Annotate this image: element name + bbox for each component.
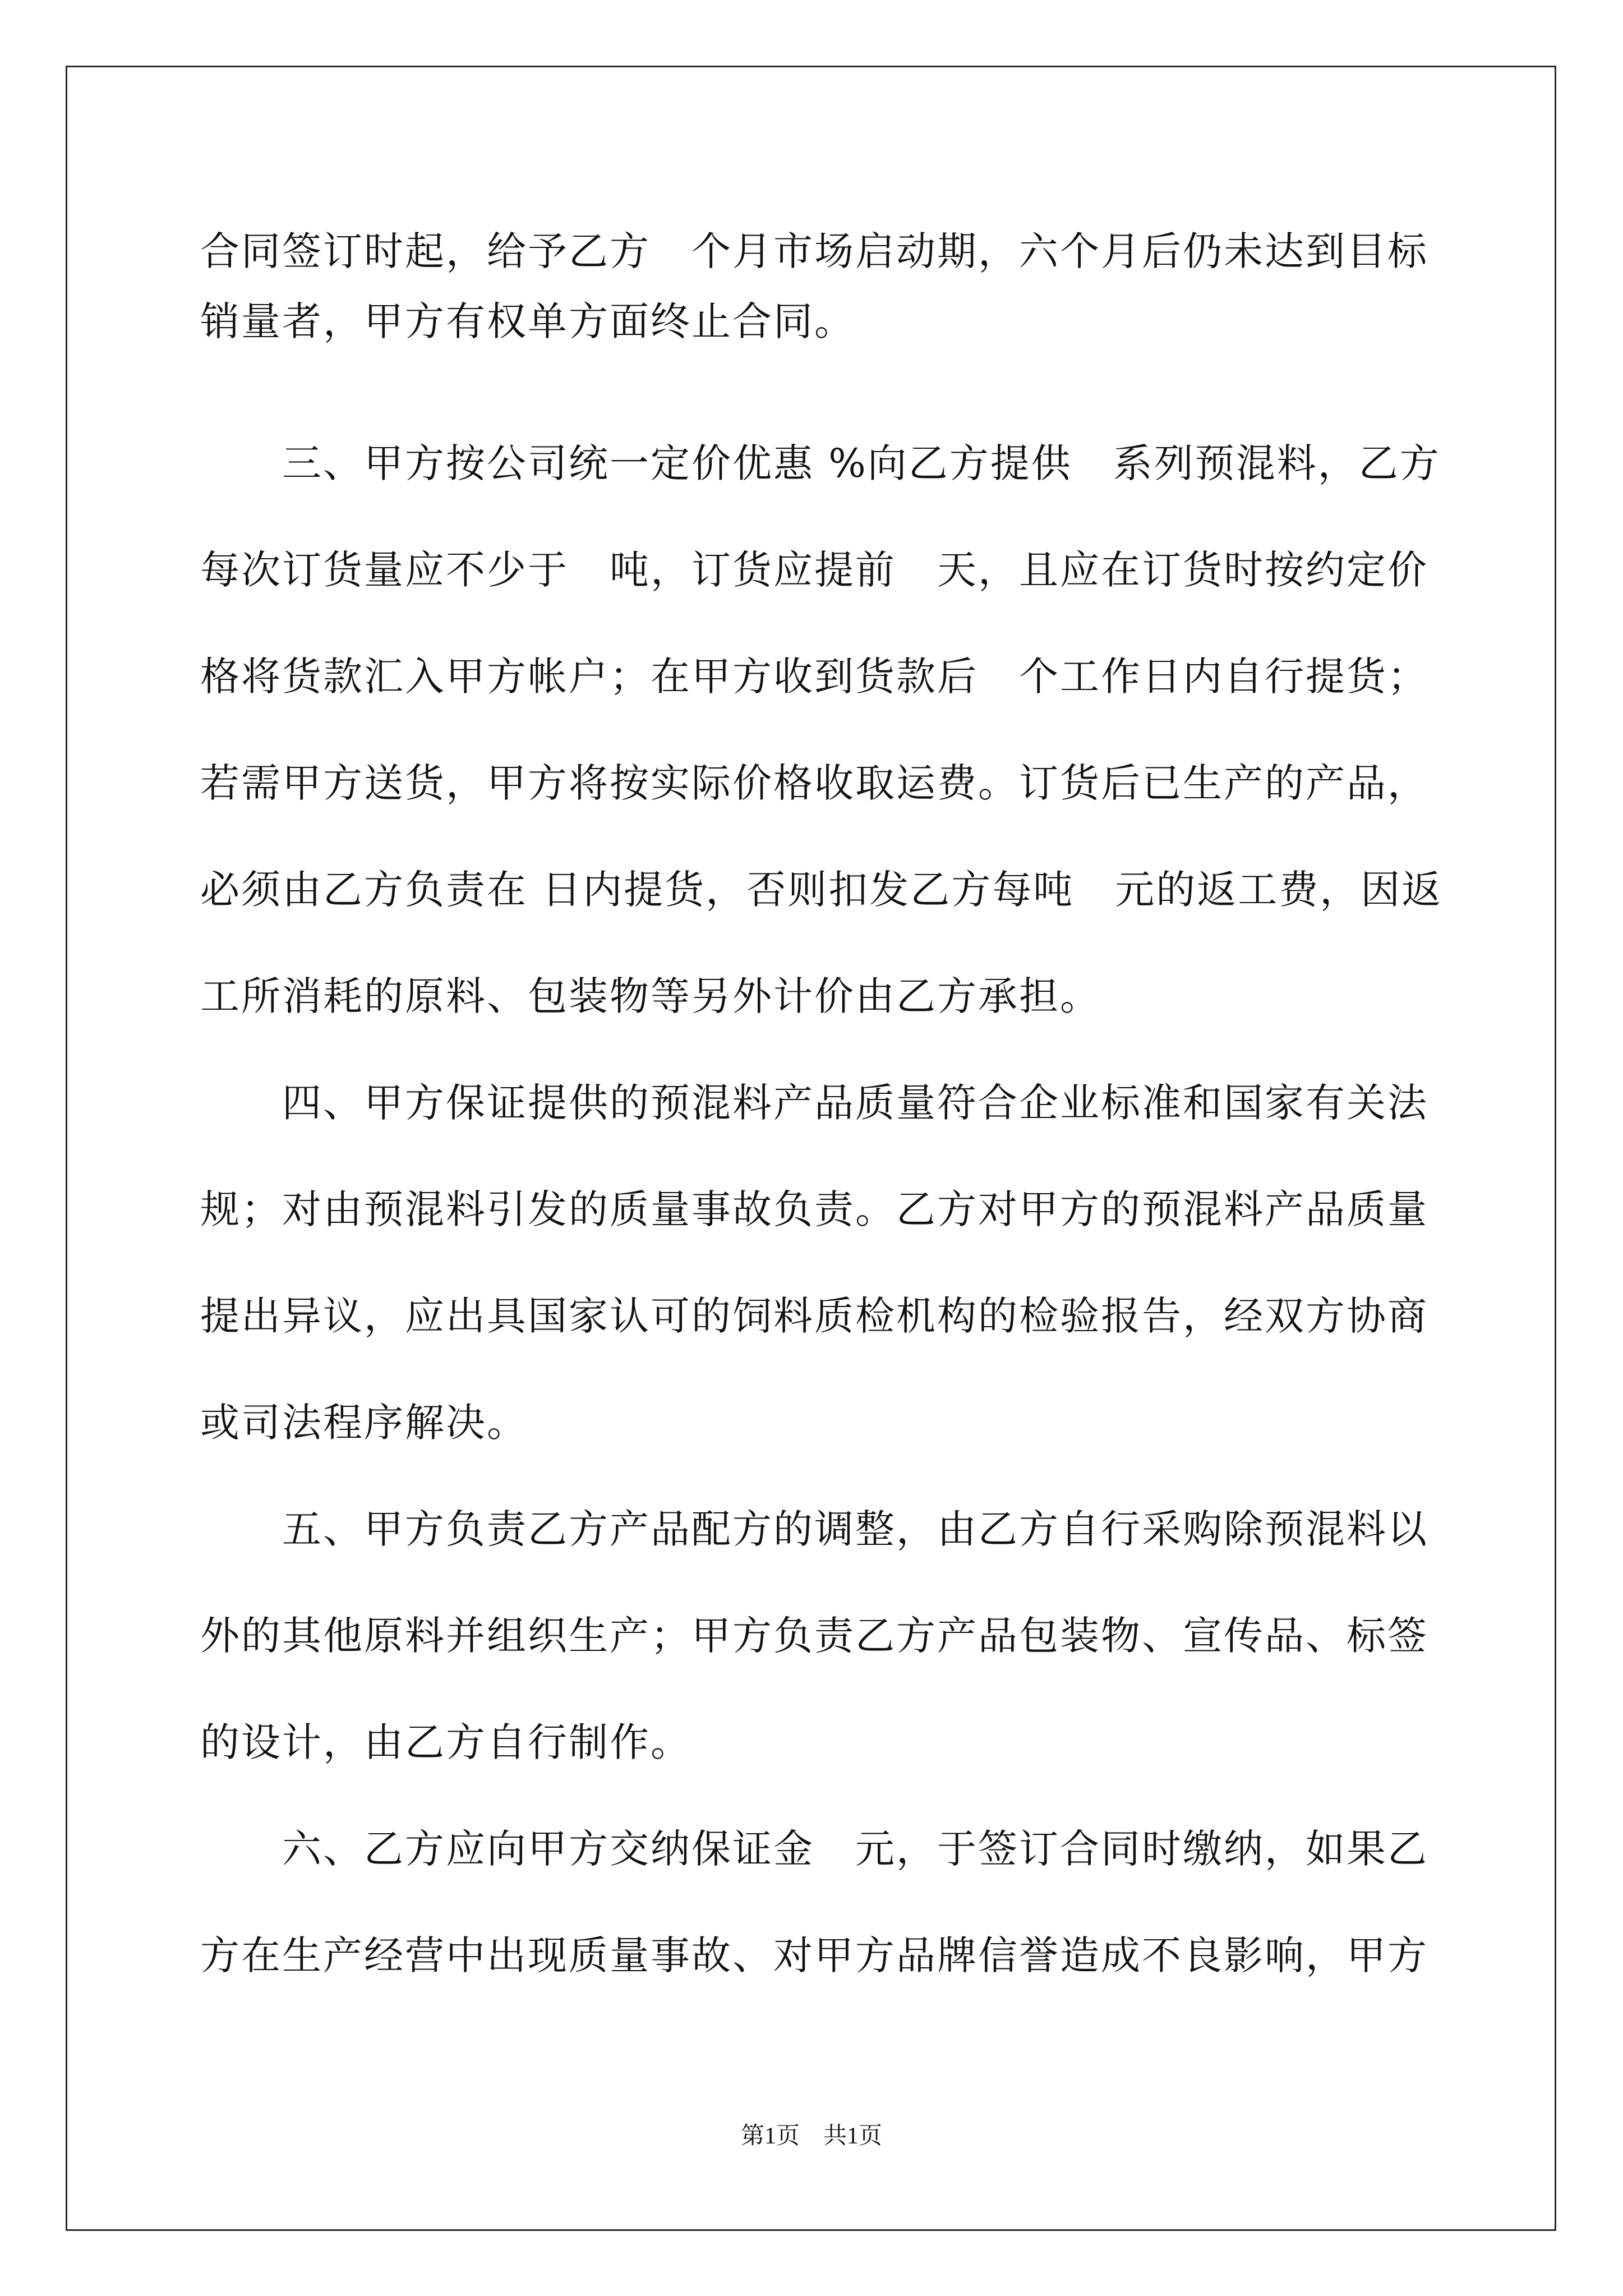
text-line: 五、甲方负责乙方产品配方的调整，由乙方自行采购除预混料以	[200, 1506, 1428, 1552]
text-line: 销量者，甲方有权单方面终止合同。	[200, 298, 855, 344]
text-line: 或司法程序解决。	[200, 1400, 528, 1446]
page-number-footer: 第1页 共1页	[740, 2123, 882, 2149]
page-border	[66, 66, 1556, 2231]
text-line: 合同签订时起，给予乙方 个月市场启动期，六个月后仍未达到目标	[200, 228, 1428, 274]
text-line: 工所消耗的原料、包装物等另外计价由乙方承担。	[200, 973, 1101, 1019]
text-line: 的设计，由乙方自行制作。	[200, 1719, 691, 1765]
text-line: 若需甲方送货，甲方将按实际价格收取运费。订货后已生产的产品，	[200, 760, 1428, 806]
text-line: 四、甲方保证提供的预混料产品质量符合企业标准和国家有关法	[200, 1080, 1428, 1126]
text-line: 提出异议，应出具国家认可的饲料质检机构的检验报告，经双方协商	[200, 1293, 1428, 1339]
text-line: 方在生产经营中出现质量事故、对甲方品牌信誉造成不良影响，甲方	[200, 1932, 1428, 1978]
text-line: 规；对由预混料引发的质量事故负责。乙方对甲方的预混料产品质量	[200, 1186, 1428, 1232]
text-line: 每次订货量应不少于 吨，订货应提前 天，且应在订货时按约定价	[200, 547, 1428, 593]
text-line: 必须由乙方负责在 日内提货，否则扣发乙方每吨 元的返工费，因返	[200, 867, 1443, 913]
text-line: 六、乙方应向甲方交纳保证金 元，于签订合同时缴纳，如果乙	[200, 1826, 1428, 1872]
text-line: 三、甲方按公司统一定价优惠 %向乙方提供 系列预混料，乙方	[200, 440, 1441, 486]
text-line: 格将货款汇入甲方帐户；在甲方收到货款后 个工作日内自行提货；	[200, 654, 1428, 700]
text-line: 外的其他原料并组织生产；甲方负责乙方产品包装物、宣传品、标签	[200, 1613, 1428, 1659]
